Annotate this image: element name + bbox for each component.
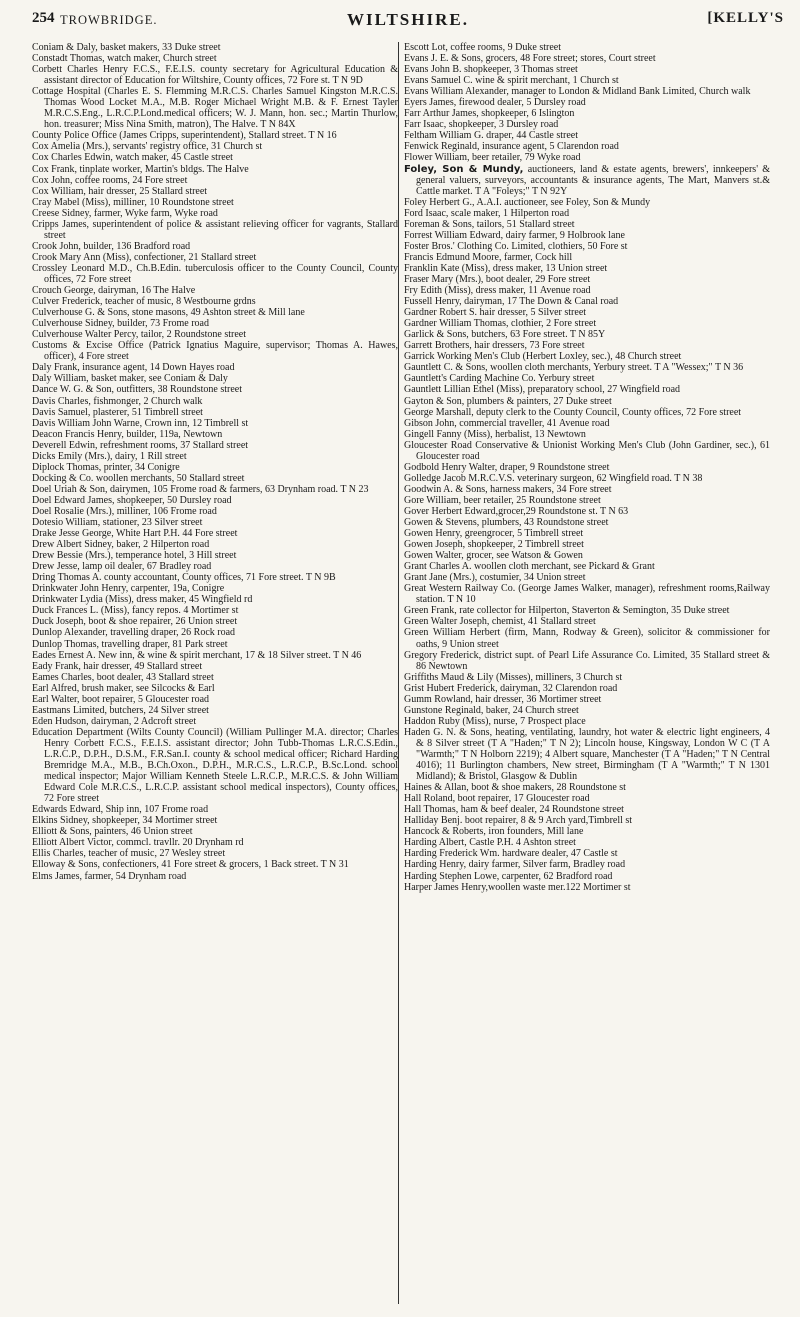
entry-text: Harding Albert, Castle P.H. 4 Ashton street bbox=[404, 837, 576, 849]
column-divider bbox=[398, 42, 399, 1304]
directory-entry: Cray Mabel (Miss), milliner, 10 Roundstone street bbox=[32, 196, 234, 208]
directory-entry: Customs & Excise Office (Patrick Ignatius Maguire, supervisor; Thomas A. Hawes, officer), 4 Fore street bbox=[32, 340, 398, 363]
directory-entry: Earl Alfred, brush maker, see Silcocks & Earl bbox=[32, 682, 215, 694]
directory-entry: Coniam & Daly, basket makers, 33 Duke street bbox=[32, 42, 221, 53]
entry-text: Fussell Henry, dairyman, 17 The Down & Canal road bbox=[404, 296, 619, 308]
directory-entry bbox=[404, 462, 770, 473]
entry-text: Eyers James, firewood dealer, 5 Dursley road bbox=[404, 97, 586, 109]
directory-entry bbox=[404, 672, 770, 683]
entry-text: Evans J. E. & Sons, grocers, 48 Fore street; stores, Court street bbox=[404, 53, 656, 65]
directory-entry bbox=[404, 263, 770, 274]
entry-text: Grist Hubert Frederick, dairyman, 32 Clarendon road bbox=[404, 682, 618, 694]
page-header bbox=[32, 4, 784, 34]
directory-entry: Dicks Emily (Mrs.), dairy, 1 Rill street bbox=[32, 450, 187, 462]
entry-text: Gloucester Road Conservative & Unionist Working Men's Club (John Gardiner, sec.), 61 Gloucester road bbox=[404, 439, 770, 462]
directory-entry bbox=[404, 307, 770, 318]
directory-entry bbox=[404, 727, 770, 782]
directory-entry bbox=[404, 473, 770, 484]
directory-entry bbox=[404, 274, 770, 285]
directory-entry: Constadt Thomas, watch maker, Church street bbox=[32, 53, 217, 65]
directory-entry: Dring Thomas A. county accountant, County offices, 71 Fore street. T N 9B bbox=[32, 572, 336, 584]
directory-entry bbox=[404, 119, 770, 130]
directory-entry bbox=[404, 164, 770, 197]
entry-text: Gingell Fanny (Miss), herbalist, 13 Newtown bbox=[404, 428, 586, 440]
entry-text: Gibson John, commercial traveller, 41 Avenue road bbox=[404, 417, 610, 429]
entry-text: Escott Lot, coffee rooms, 9 Duke street bbox=[404, 42, 561, 53]
directory-entry: Docking & Co. woollen merchants, 50 Stallard street bbox=[32, 472, 245, 484]
directory-entry bbox=[404, 616, 770, 627]
directory-entry bbox=[404, 152, 770, 163]
entry-text: Foreman & Sons, tailors, 51 Stallard street bbox=[404, 218, 575, 230]
entry-text: Gayton & Son, plumbers & painters, 27 Duke street bbox=[404, 395, 612, 407]
directory-entry bbox=[404, 241, 770, 252]
directory-entry bbox=[404, 329, 770, 340]
entry-text: Fenwick Reginald, insurance agent, 5 Clarendon road bbox=[404, 141, 619, 153]
directory-entry bbox=[404, 716, 770, 727]
directory-entry bbox=[404, 208, 770, 219]
directory-entry: Crook Mary Ann (Miss), confectioner, 21 Stallard street bbox=[32, 251, 257, 263]
directory-entry bbox=[404, 705, 770, 716]
entry-text: Haddon Ruby (Miss), nurse, 7 Prospect place bbox=[404, 715, 586, 727]
directory-entry: Elloway & Sons, confectioners, 41 Fore street & grocers, 1 Back street. T N 31 bbox=[32, 859, 349, 871]
directory-entry: Daly Frank, insurance agent, 14 Down Hayes road bbox=[32, 362, 235, 374]
directory-entry bbox=[404, 362, 770, 373]
directory-entry: Ellis Charles, teacher of music, 27 Wesley street bbox=[32, 848, 226, 860]
directory-entry bbox=[404, 340, 770, 351]
entry-text: Garlick & Sons, butchers, 63 Fore street. T N 85Y bbox=[404, 329, 606, 341]
directory-entry bbox=[404, 627, 770, 649]
entry-text: Evans John B. shopkeeper, 3 Thomas street bbox=[404, 64, 578, 76]
directory-entry: Dotesio William, stationer, 23 Silver street bbox=[32, 517, 203, 529]
directory-entry: Daly William, basket maker, see Coniam & Daly bbox=[32, 373, 228, 385]
directory-entry: Doel Rosalie (Mrs.), milliner, 106 Frome road bbox=[32, 505, 217, 517]
directory-entry bbox=[404, 130, 770, 141]
directory-entry: Dunlop Thomas, travelling draper, 81 Park street bbox=[32, 638, 228, 650]
directory-entry: Davis Charles, fishmonger, 2 Church walk bbox=[32, 395, 203, 407]
directory-entry bbox=[404, 484, 770, 495]
directory-entry bbox=[404, 53, 770, 64]
directory-entry: Crouch George, dairyman, 16 The Halve bbox=[32, 285, 196, 297]
entry-text: Fry Edith (Miss), dress maker, 11 Avenue road bbox=[404, 285, 591, 297]
directory-entry bbox=[404, 683, 770, 694]
entry-text: Godbold Henry Walter, draper, 9 Roundstone street bbox=[404, 461, 610, 473]
directory-entry: Drew Albert Sidney, baker, 2 Hilperton road bbox=[32, 539, 210, 551]
directory-entry bbox=[404, 561, 770, 572]
entry-text: Harding Frederick Wm. hardware dealer, 47 Castle st bbox=[404, 848, 618, 860]
entry-text: Green Walter Joseph, chemist, 41 Stallard street bbox=[404, 616, 596, 628]
entry-text: Forrest William Edward, dairy farmer, 9 Holbrook lane bbox=[404, 229, 625, 241]
entry-text: Garrett Brothers, hair dressers, 73 Fore street bbox=[404, 340, 585, 352]
directory-entry bbox=[404, 517, 770, 528]
directory-entry: Duck Joseph, boot & shoe repairer, 26 Union street bbox=[32, 616, 238, 628]
directory-entry bbox=[404, 871, 770, 882]
entry-text: George Marshall, deputy clerk to the County Council, County offices, 72 Fore street bbox=[404, 406, 742, 418]
directory-entry bbox=[404, 539, 770, 550]
directory-entry: Doel Uriah & Son, dairymen, 105 Frome road & farmers, 63 Drynham road. T N 23 bbox=[32, 483, 369, 495]
directory-entry bbox=[404, 108, 770, 119]
directory-entry bbox=[404, 572, 770, 583]
directory-entry: Drinkwater John Henry, carpenter, 19a, Conigre bbox=[32, 583, 225, 595]
directory-entry: Edwards Edward, Ship inn, 107 Frome road bbox=[32, 804, 209, 816]
directory-entry bbox=[404, 64, 770, 75]
entry-text: Foster Bros.' Clothing Co. Limited, clothiers, 50 Fore st bbox=[404, 240, 628, 252]
directory-entry: Cox Frank, tinplate worker, Martin's bldgs. The Halve bbox=[32, 163, 249, 175]
directory-entry: Crook John, builder, 136 Bradford road bbox=[32, 240, 191, 252]
directory-entry bbox=[404, 230, 770, 241]
entry-text: Hall Roland, boot repairer, 17 Gloucester road bbox=[404, 793, 590, 805]
entry-text: Gowen Henry, greengrocer, 5 Timbrell street bbox=[404, 528, 584, 540]
directory-entry: Drew Jesse, lamp oil dealer, 67 Bradley road bbox=[32, 561, 212, 573]
entry-bold-name: Foley, Son & Mundy, bbox=[404, 163, 524, 175]
directory-entry: Cox John, coffee rooms, 24 Fore street bbox=[32, 174, 188, 186]
directory-entry: Davis Samuel, plasterer, 51 Timbrell street bbox=[32, 406, 203, 418]
entry-text: Halliday Benj. boot repairer, 8 & 9 Arch yard,Timbrell st bbox=[404, 815, 633, 827]
entry-text: Green Frank, rate collector for Hilperton, Staverton & Semington, 35 Duke street bbox=[404, 605, 730, 617]
directory-entry bbox=[404, 550, 770, 561]
directory-entry: Cox Amelia (Mrs.), servants' registry office, 31 Church st bbox=[32, 141, 263, 153]
directory-entry bbox=[404, 351, 770, 362]
entry-text: Harding Henry, dairy farmer, Silver farm, Bradley road bbox=[404, 859, 626, 871]
directory-entry bbox=[404, 782, 770, 793]
directory-column-right bbox=[404, 42, 770, 893]
entry-text: Gowen Walter, grocer, see Watson & Gowen bbox=[404, 550, 583, 562]
directory-entry bbox=[404, 528, 770, 539]
entry-text: Grant Jane (Mrs.), costumier, 34 Union street bbox=[404, 572, 586, 584]
directory-entry: Davis William John Warne, Crown inn, 12 Timbrell st bbox=[32, 417, 249, 429]
directory-entry bbox=[404, 882, 770, 893]
running-head-county: WILTSHIRE. bbox=[347, 10, 469, 29]
entry-text: Gardner William Thomas, clothier, 2 Fore street bbox=[404, 318, 597, 330]
directory-entry: Doel Edward James, shopkeeper, 50 Dursley road bbox=[32, 494, 232, 506]
directory-entry bbox=[404, 495, 770, 506]
entry-text: Gowen & Stevens, plumbers, 43 Roundstone street bbox=[404, 517, 609, 529]
directory-column-left bbox=[32, 42, 398, 882]
page-number: 254 bbox=[32, 10, 55, 26]
entry-text: Gauntlett Lillian Ethel (Miss), preparatory school, 27 Wingfield road bbox=[404, 384, 681, 396]
directory-entry bbox=[404, 75, 770, 86]
directory-entry: Elliott & Sons, painters, 46 Union street bbox=[32, 826, 193, 838]
entry-text: Hancock & Roberts, iron founders, Mill lane bbox=[404, 826, 584, 838]
directory-entry: Drinkwater Lydia (Miss), dress maker, 45 Wingfield rd bbox=[32, 594, 253, 606]
directory-entry bbox=[404, 97, 770, 108]
directory-entry bbox=[404, 848, 770, 859]
directory-entry bbox=[404, 219, 770, 230]
entry-text: Fraser Mary (Mrs.), boot dealer, 29 Fore street bbox=[404, 273, 591, 285]
directory-entry bbox=[404, 407, 770, 418]
directory-entry: Crossley Leonard M.D., Ch.B.Edin. tuberculosis officer to the County Council, County offices, 72 Fore street bbox=[32, 262, 398, 285]
directory-entry bbox=[404, 418, 770, 429]
entry-text: Harding Stephen Lowe, carpenter, 62 Bradford road bbox=[404, 870, 613, 882]
directory-entry bbox=[404, 826, 770, 837]
entry-text: Farr Isaac, shopkeeper, 3 Dursley road bbox=[404, 119, 559, 131]
entry-text: Evans William Alexander, manager to London & Midland Bank Limited, Church walk bbox=[404, 86, 751, 98]
entry-text: Haines & Allan, boot & shoe makers, 28 Roundstone st bbox=[404, 782, 626, 794]
running-head-publisher: [KELLY'S bbox=[707, 10, 784, 26]
entry-text: Goodwin A. & Sons, harness makers, 34 Fore street bbox=[404, 483, 612, 495]
directory-entry: Deverell Edwin, refreshment rooms, 37 Stallard street bbox=[32, 439, 249, 451]
directory-entry: Culver Frederick, teacher of music, 8 Westbourne grdns bbox=[32, 296, 256, 308]
entry-text: Flower William, beer retailer, 79 Wyke road bbox=[404, 152, 581, 164]
running-head-town: TROWBRIDGE. bbox=[60, 13, 158, 27]
directory-entry: Eades Ernest A. New inn, & wine & spirit merchant, 17 & 18 Silver street. T N 46 bbox=[32, 649, 362, 661]
entry-text: Great Western Railway Co. (George James Walker, manager), refreshment rooms,Railway station. T N 10 bbox=[404, 583, 770, 606]
directory-entry bbox=[404, 318, 770, 329]
directory-entry: Eady Frank, hair dresser, 49 Stallard street bbox=[32, 660, 203, 672]
directory-entry: Elms James, farmer, 54 Drynham road bbox=[32, 870, 187, 882]
directory-entry bbox=[404, 440, 770, 462]
directory-entry bbox=[404, 296, 770, 307]
directory-entry: Eden Hudson, dairyman, 2 Adcroft street bbox=[32, 715, 197, 727]
entry-text: Gore William, beer retailer, 25 Roundstone street bbox=[404, 494, 601, 506]
directory-entry bbox=[404, 141, 770, 152]
entry-text: Gardner Robert S. hair dresser, 5 Silver street bbox=[404, 307, 587, 319]
directory-entry: Drake Jesse George, White Hart P.H. 44 Fore street bbox=[32, 528, 238, 540]
directory-entry bbox=[404, 197, 770, 208]
entry-text: Grant Charles A. woollen cloth merchant, see Pickard & Grant bbox=[404, 561, 655, 573]
entry-text: Gauntlett's Carding Machine Co. Yerbury street bbox=[404, 373, 595, 385]
directory-entry bbox=[404, 42, 770, 53]
entry-text: auctioneers, land & estate agents, brewers', innkeepers' & general valuers, surveyors, accountants & insurance agents, The Mart, Manvers st.& Cattle market. T A "Foleys;" T N 92Y bbox=[416, 163, 770, 197]
directory-entry: Dunlop Alexander, travelling draper, 26 Rock road bbox=[32, 627, 236, 639]
directory-entry: Culverhouse Sidney, builder, 73 Frome road bbox=[32, 318, 209, 330]
directory-entry bbox=[404, 429, 770, 440]
entry-text: Gover Herbert Edward,grocer,29 Roundstone st. T N 63 bbox=[404, 505, 629, 517]
entry-text: Harper James Henry,woollen waste mer.122 Mortimer st bbox=[404, 881, 631, 893]
directory-entry: Eastmans Limited, butchers, 24 Silver street bbox=[32, 704, 209, 716]
entry-text: Farr Arthur James, shopkeeper, 6 Islington bbox=[404, 108, 575, 120]
directory-entry: Elliott Albert Victor, commcl. travllr. 20 Drynham rd bbox=[32, 837, 244, 849]
entry-text: Feltham William G. draper, 44 Castle street bbox=[404, 130, 578, 142]
directory-entry bbox=[404, 694, 770, 705]
directory-entry: Dance W. G. & Son, outfitters, 38 Roundstone street bbox=[32, 384, 242, 396]
directory-entry: Duck Frances L. (Miss), fancy repos. 4 Mortimer st bbox=[32, 605, 239, 617]
directory-entry bbox=[404, 384, 770, 395]
directory-entry: Creese Sidney, farmer, Wyke farm, Wyke road bbox=[32, 207, 218, 219]
entry-text: Evans Samuel C. wine & spirit merchant, 1 Church st bbox=[404, 75, 619, 87]
directory-entry: Culverhouse Walter Percy, tailor, 2 Roundstone street bbox=[32, 329, 247, 341]
directory-entry: County Police Office (James Cripps, superintendent), Stallard street. T N 16 bbox=[32, 130, 337, 142]
directory-entry: Diplock Thomas, printer, 34 Conigre bbox=[32, 461, 180, 473]
entry-text: Foley Herbert G., A.A.I. auctioneer, see Foley, Son & Mundy bbox=[404, 196, 651, 208]
directory-entry bbox=[404, 815, 770, 826]
directory-entry bbox=[404, 86, 770, 97]
directory-entry: Elkins Sidney, shopkeeper, 34 Mortimer street bbox=[32, 815, 218, 827]
entry-text: Gowen Joseph, shopkeeper, 2 Timbrell street bbox=[404, 539, 584, 551]
directory-entry: Cox William, hair dresser, 25 Stallard street bbox=[32, 185, 208, 197]
directory-entry bbox=[404, 252, 770, 263]
entry-text: Golledge Jacob M.R.C.V.S. veterinary surgeon, 62 Wingfield road. T N 38 bbox=[404, 472, 703, 484]
entry-text: Gumm Rowland, hair dresser, 36 Mortimer street bbox=[404, 693, 602, 705]
directory-entry bbox=[404, 285, 770, 296]
directory-entry bbox=[404, 373, 770, 384]
directory-entry: Drew Bessie (Mrs.), temperance hotel, 3 Hill street bbox=[32, 550, 237, 562]
directory-entry bbox=[404, 396, 770, 407]
directory-entry: Cox Charles Edwin, watch maker, 45 Castle street bbox=[32, 152, 233, 164]
directory-entry: Education Department (Wilts County Council) (William Pullinger M.A. director; Charles Henry Corbett F.C.S., F.E.I.S. assistant director; John Tubb-Thomas L.R.C.S.Edin., L.R.C.P., D.P.H., D.S.M., F.R.San.I. county & school medical officer; Richard Harding Bremridge M.A., M.B., B.Ch.Oxon., D.P.H., M.R.C.S., L.R.C.P., B.Sc.Lond. school medical inspector; Major William Kenneth Steele L.R.C.P., M.R.C.S. & John William Edward Cole M.R.C.S., L.R.C.P. assistant school medical inspectors), County offices, 72 Fore street bbox=[32, 726, 398, 805]
entry-text: Gregory Frederick, district supt. of Pearl Life Assurance Co. Limited, 35 Stallard street & 86 Newtown bbox=[404, 649, 770, 672]
directory-entry bbox=[404, 804, 770, 815]
entry-text: Green William Herbert (firm, Mann, Rodway & Green), solicitor & commissioner for oaths, 9 Union street bbox=[404, 627, 770, 650]
entry-text: Franklin Kate (Miss), dress maker, 13 Union street bbox=[404, 262, 608, 274]
directory-entry: Corbett Charles Henry F.C.S., F.E.I.S. county secretary for Agricultural Education & assistant director of Education for Wiltshire, County offices, 72 Fore st. T N 9D bbox=[32, 64, 398, 87]
directory-entry: Earl Walter, boot repairer, 5 Gloucester road bbox=[32, 693, 210, 705]
entry-text: Francis Edmund Moore, farmer, Cock hill bbox=[404, 251, 573, 263]
directory-entry: Culverhouse G. & Sons, stone masons, 49 Ashton street & Mill lane bbox=[32, 307, 305, 319]
entry-text: Griffiths Maud & Lily (Misses), milliners, 3 Church st bbox=[404, 671, 623, 683]
entry-text: Hall Thomas, ham & beef dealer, 24 Roundstone street bbox=[404, 804, 624, 816]
directory-entry bbox=[404, 859, 770, 870]
entry-text: Ford Isaac, scale maker, 1 Hilperton road bbox=[404, 207, 570, 219]
directory-entry bbox=[404, 793, 770, 804]
entry-text: Gunstone Reginald, baker, 24 Church street bbox=[404, 704, 579, 716]
entry-text: Haden G. N. & Sons, heating, ventilating, laundry, hot water & electric light engineers, 4 & 8 Silver street (T A "Haden;" T N 2); Lincoln house, Kingsway, London W C (T A "Warmth;" T N Holborn 2219); 4 Albert square, Manchester (T A "Haden;" T N Central 4016); 11 Burlington chambers, New street, Birmingham (T A "Warmth;" T N 1301 Midland); & Bristol, Glasgow & Dublin bbox=[404, 726, 770, 783]
directory-entry bbox=[404, 583, 770, 605]
entry-text: Gauntlett C. & Sons, woollen cloth merchants, Yerbury street. T A "Wessex;" T N 36 bbox=[404, 362, 744, 374]
directory-entry: Eames Charles, boot dealer, 43 Stallard street bbox=[32, 671, 214, 683]
directory-entry: Cripps James, superintendent of police & assistant relieving officer for vagrants, Stallard street bbox=[32, 218, 398, 241]
directory-entry bbox=[404, 605, 770, 616]
directory-entry bbox=[404, 837, 770, 848]
entry-text: Garrick Working Men's Club (Herbert Loxley, sec.), 48 Church street bbox=[404, 351, 682, 363]
directory-entry: Cottage Hospital (Charles E. S. Flemming M.R.C.S. Charles Samuel Kingston M.R.C.S. Thomas Wood Locket M.A., M.B. Roger Michael Wright M.B. & F. Ernest Tayler M.R.C.S.Eng., L.R.C.P.Lond.medical officers; W. J. Mann, hon. sec.; Martin Thurlow, hon. treasurer; Miss Nina Smith, matron), The Halve. T N 84X bbox=[32, 86, 398, 131]
directory-entry: Deacon Francis Henry, builder, 119a, Newtown bbox=[32, 428, 223, 440]
directory-entry bbox=[404, 650, 770, 672]
directory-entry bbox=[404, 506, 770, 517]
